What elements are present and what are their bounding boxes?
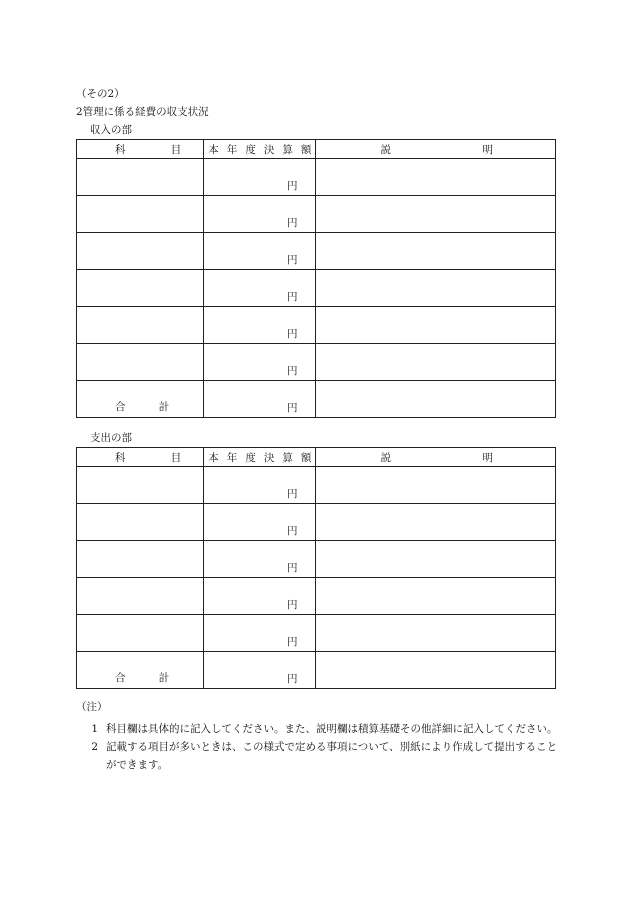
yen-unit: 円 (286, 488, 298, 500)
income-row-2 (77, 196, 556, 233)
amount-cell[interactable] (204, 541, 316, 578)
amount-cell[interactable] (204, 615, 316, 652)
item-cell[interactable] (77, 578, 204, 615)
yen-unit: 円 (286, 328, 298, 340)
description-cell[interactable] (316, 344, 556, 381)
notes (76, 698, 566, 774)
yen-unit: 円 (286, 599, 298, 611)
description-cell[interactable] (316, 541, 556, 578)
item-cell[interactable] (77, 233, 204, 270)
expense-header-row (77, 448, 556, 467)
note-text-2: 記載する項目が多いときは、この様式で定める事項について、別紙により作成して提出することができます。 (106, 741, 558, 771)
description-cell[interactable] (316, 196, 556, 233)
description-cell[interactable] (316, 159, 556, 196)
column-header-description: 説 明 (316, 448, 556, 467)
description-cell[interactable] (316, 615, 556, 652)
amount-cell[interactable] (204, 344, 316, 381)
column-header-amount: 本 年 度 決 算 額 (204, 140, 316, 159)
expense-title: 支出の部 (90, 432, 132, 444)
note-text-1: 科目欄は具体的に記入してください。また、説明欄は積算基礎その他詳細に記入してください。 (106, 723, 558, 735)
yen-unit: 円 (286, 254, 298, 266)
amount-cell[interactable] (204, 307, 316, 344)
amount-cell[interactable] (204, 467, 316, 504)
yen-unit: 円 (286, 562, 298, 574)
expense-total-row (77, 652, 556, 689)
description-cell[interactable] (316, 233, 556, 270)
notes-heading: （注） (76, 701, 108, 713)
yen-unit: 円 (286, 365, 298, 377)
total-description-cell[interactable] (316, 381, 556, 418)
description-cell[interactable] (316, 578, 556, 615)
item-cell[interactable] (77, 541, 204, 578)
page-label: （その2） (76, 88, 125, 100)
expense-row-3 (77, 541, 556, 578)
income-total-row (77, 381, 556, 418)
expense-row-4 (77, 578, 556, 615)
expense-row-2 (77, 504, 556, 541)
amount-cell[interactable] (204, 159, 316, 196)
amount-cell[interactable] (204, 233, 316, 270)
yen-unit: 円 (286, 673, 298, 685)
item-cell[interactable] (77, 307, 204, 344)
total-label: 合 計 (77, 652, 204, 689)
yen-unit: 円 (286, 217, 298, 229)
amount-cell[interactable] (204, 578, 316, 615)
column-header-item: 科 目 (77, 448, 204, 467)
description-cell[interactable] (316, 270, 556, 307)
item-cell[interactable] (77, 159, 204, 196)
note-item-1: 1 科目欄は具体的に記入してください。また、説明欄は積算基礎その他詳細に記入してください。 (76, 720, 566, 738)
total-description-cell[interactable] (316, 652, 556, 689)
income-table (76, 139, 556, 418)
total-amount-cell[interactable] (204, 652, 316, 689)
section-title: 2管理に係る経費の収支状況 (76, 106, 209, 118)
item-cell[interactable] (77, 270, 204, 307)
amount-cell[interactable] (204, 504, 316, 541)
income-row-5 (77, 307, 556, 344)
description-cell[interactable] (316, 307, 556, 344)
income-header-row (77, 140, 556, 159)
total-label: 合 計 (77, 381, 204, 418)
description-cell[interactable] (316, 467, 556, 504)
item-cell[interactable] (77, 467, 204, 504)
column-header-amount: 本 年 度 決 算 額 (204, 448, 316, 467)
yen-unit: 円 (286, 636, 298, 648)
amount-cell[interactable] (204, 270, 316, 307)
income-row-6 (77, 344, 556, 381)
yen-unit: 円 (286, 525, 298, 537)
note-item-2: 2 記載する項目が多いときは、この様式で定める事項について、別紙により作成して提出することができます。 (76, 738, 566, 774)
item-cell[interactable] (77, 344, 204, 381)
yen-unit: 円 (286, 291, 298, 303)
total-amount-cell[interactable] (204, 381, 316, 418)
income-title: 収入の部 (90, 124, 132, 136)
income-row-4 (77, 270, 556, 307)
column-header-item: 科 目 (77, 140, 204, 159)
column-header-description: 説 明 (316, 140, 556, 159)
item-cell[interactable] (77, 504, 204, 541)
expense-row-1 (77, 467, 556, 504)
item-cell[interactable] (77, 615, 204, 652)
expense-row-5 (77, 615, 556, 652)
income-row-1 (77, 159, 556, 196)
description-cell[interactable] (316, 504, 556, 541)
yen-unit: 円 (286, 180, 298, 192)
expense-table (76, 447, 556, 689)
item-cell[interactable] (77, 196, 204, 233)
yen-unit: 円 (286, 402, 298, 414)
income-row-3 (77, 233, 556, 270)
amount-cell[interactable] (204, 196, 316, 233)
